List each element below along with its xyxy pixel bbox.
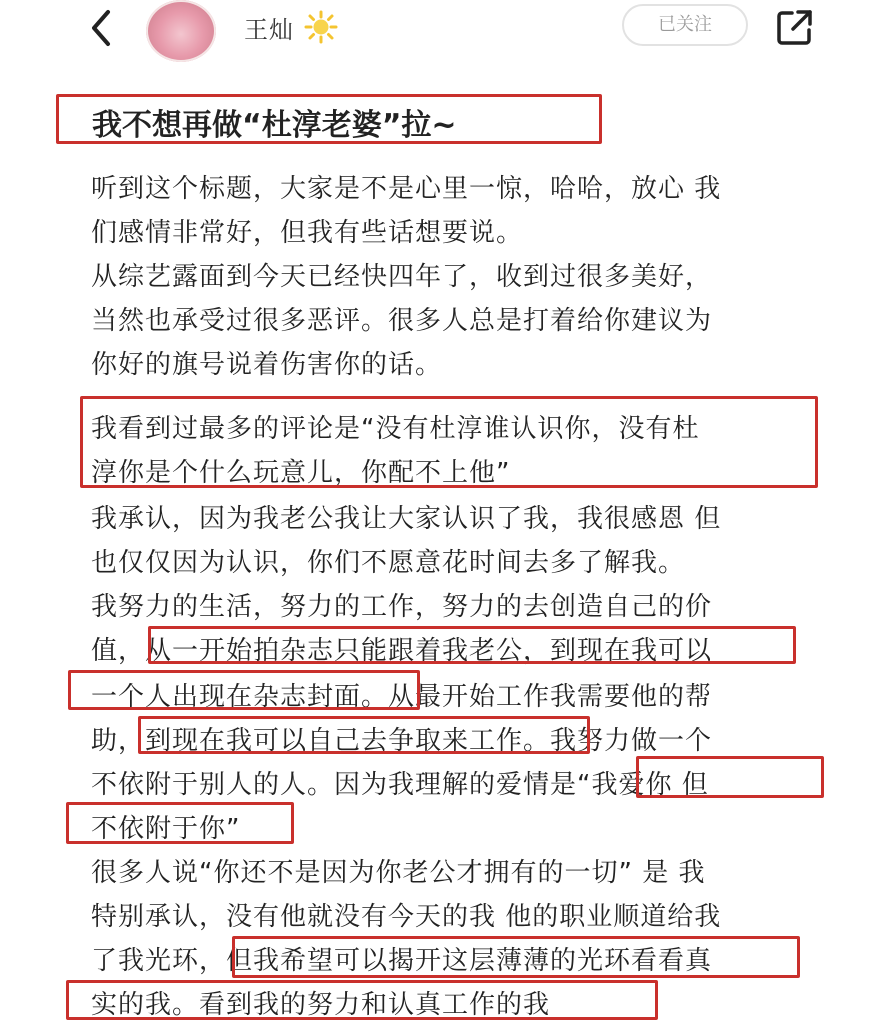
body-line: 不依附于你” (91, 814, 241, 844)
highlight-box (232, 936, 800, 978)
body-line: 一个人出现在杂志封面。从最开始工作我需要他的帮 (91, 682, 713, 712)
body-line: 了我光环，但我希望可以揭开这层薄薄的光环看看真 (91, 946, 713, 976)
body-line: 我努力的生活，努力的工作，努力的去创造自己的价 (91, 592, 713, 622)
highlight-box (636, 756, 824, 798)
body-line: 听到这个标题，大家是不是心里一惊，哈哈，放心 我 (91, 174, 722, 204)
follow-button[interactable]: 已关注 (622, 4, 748, 46)
chevron-left-icon (84, 8, 124, 48)
highlight-box (80, 396, 818, 488)
post-title: 我不想再做“杜淳老婆”拉~ (92, 108, 457, 143)
body-line: 值，从一开始拍杂志只能跟着我老公，到现在我可以 (91, 636, 713, 666)
body-line: 特别承认，没有他就没有今天的我 他的职业顺道给我 (91, 902, 722, 932)
body-line: 我承认，因为我老公我让大家认识了我，我很感恩 但 (91, 504, 722, 534)
back-button[interactable] (84, 8, 124, 48)
highlight-box (148, 626, 796, 664)
sun-icon (304, 10, 338, 44)
share-button[interactable] (776, 8, 814, 46)
body-line: 实的我。看到我的努力和认真工作的我 (91, 990, 551, 1020)
body-line: 从综艺露面到今天已经快四年了，收到过很多美好， (91, 262, 713, 292)
body-line: 当然也承受过很多恶评。很多人总是打着给你建议为 (91, 306, 713, 336)
body-line: 也仅仅因为认识，你们不愿意花时间去多了解我。 (91, 548, 686, 578)
body-line: 不依附于别人的人。因为我理解的爱情是“我爱你 但 (91, 770, 709, 800)
body-line: 助，到现在我可以自己去争取来工作。我努力做一个 (91, 726, 713, 756)
highlight-box (138, 716, 590, 754)
username[interactable]: 王灿 (244, 16, 294, 44)
top-bar (0, 0, 876, 80)
body-line: 很多人说“你还不是因为你老公才拥有的一切” 是 我 (91, 858, 706, 888)
highlight-box (66, 980, 658, 1020)
avatar[interactable] (146, 0, 216, 62)
body-line: 我看到过最多的评论是“没有杜淳谁认识你，没有杜 (91, 414, 700, 444)
highlight-box (68, 670, 420, 710)
share-icon (776, 8, 814, 46)
body-line: 你好的旗号说着伤害你的话。 (91, 350, 443, 380)
body-line: 淳你是个什么玩意儿，你配不上他” (91, 458, 511, 488)
body-line: 们感情非常好，但我有些话想要说。 (91, 218, 524, 248)
highlight-box (66, 802, 294, 844)
